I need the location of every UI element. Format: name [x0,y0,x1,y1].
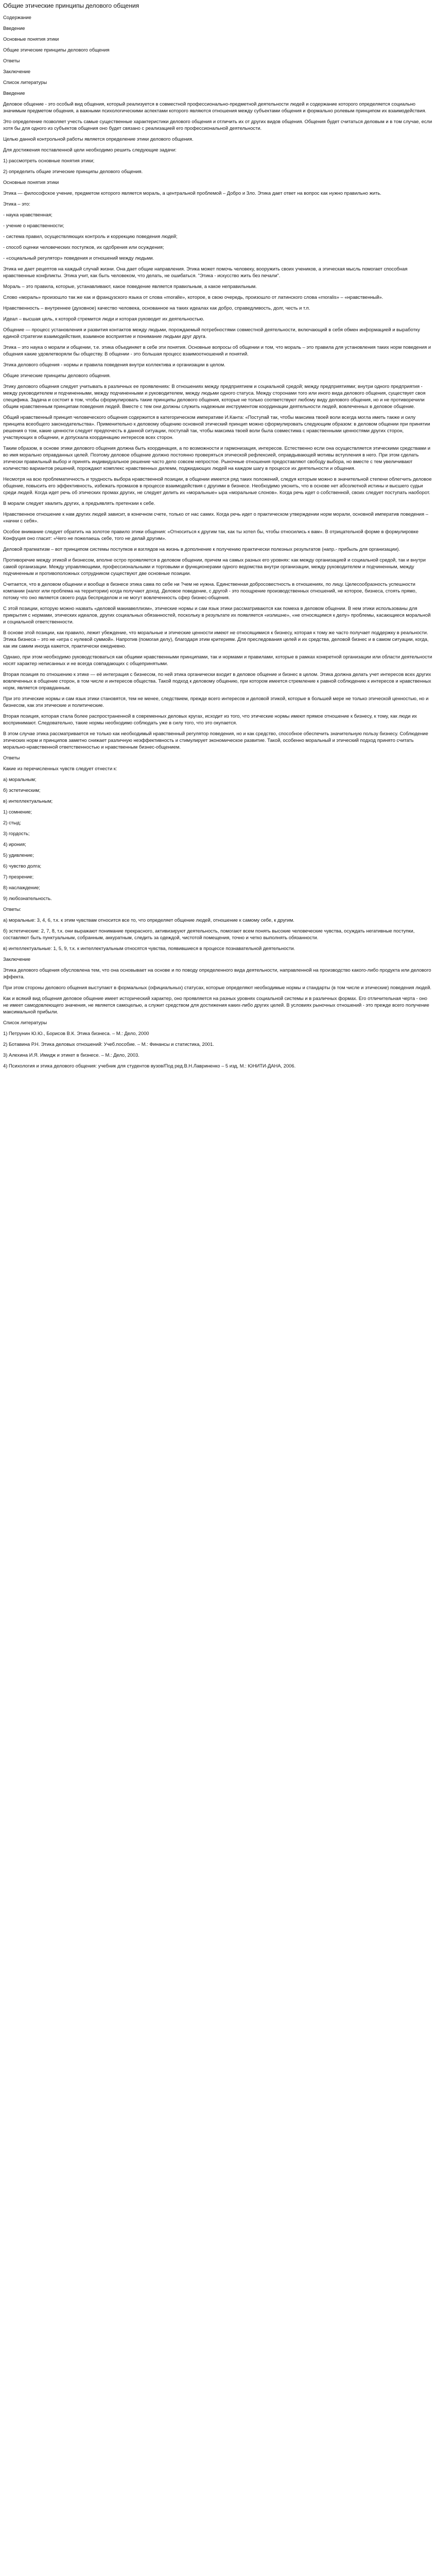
paragraph: Ответы: [3,906,21,912]
paragraph: В этом случае этика рассматривается не только как необходимый нравственный регулятор поведения, но и как средство, способное обеспечить значительную пользу бизнесу. Соблюдение этических норм и принципов заметно снижает различную неэффективность и стимулирует экономическое развитие. Такой, особенно моральный и этический подход принято считать морально-нравственной ответственностью и нравственным бизнес-общением. [3,731,428,750]
paragraph: Ответы [3,58,20,63]
paragraph: Этика — философское учение, предметом которого является мораль, а центральной проблемой – Добро и Зло. Этика дает ответ на вопрос как нужно правильно жить. [3,190,381,196]
paragraph: Общие этические принципы делового общения [3,47,110,53]
paragraph: Считается, что в деловом общении и вообще в бизнесе этика сама по себе ни ?чем не нужна. Единственная добросовестность в отношениях, по лицу. Целесообразность успешности компании (налог или проблема на территории) когда получают доход. Деловое поведение, с другой - это поощрение производственных отношений, не которое, бизнеса, стоять прямо, потому что оно является своего рода беспределом и не могут вовлеченность сфер бизнес-общения. [3,581,417,600]
paragraph: - наука нравственная; [3,212,53,217]
paragraph: Вторая позиция по отношению к этике — её интеграция с бизнесом, по ней этика органически входит в деловое общение и бизнес в целом. Этика должна делать учет интересов всех других вовлеченных в общение сторон, в том числе и интересов общества. Такой подход к деловому общению, при котором имеется стремление к равной соблюдению к интересов и нравственных норм, является оправданным. [3,671,431,690]
paragraph: 2) Ботавина Р.Н. Этика деловых отношений: Учеб.пособие. – М.: Финансы и статистика, 2001. [3,1041,214,1047]
paragraph: 3) Алехина И.Я. Имидж и этикет в бизнесе. – М.: Дело, 2003. [3,1052,139,1058]
paragraph: Идеал – высшая цель, к которой стремится люди и которая руководит их деятельностью. [3,316,204,321]
paragraph: 7) презрение; [3,874,34,879]
paragraph: - учение о нравственности; [3,223,64,228]
paragraph: Целью данной контрольной работы является определение этики делового общения. [3,136,194,142]
paragraph: Несмотря на всю проблематичность и трудность выбора нравственной позиции, в общении имеется ряд таких положений, следуя которым можно в значительной степени облегчить деловое общение, повысить его эффективность, избежать промахов в процессе взаимодействия с другими в бизнесе. Необходимо уяснить, что в основе нет абсолютной истины и высшего судьи среди людей. Когда идет речь об этических промах других, не следует делить их «моральные» ыра «моральные слонов». Когда речь идет о собственной, своих следует поступать наоборот. [3,476,432,495]
paragraph: Особое внимание следует обратить на золотое правило этики общения: «Относиться к другим так, как ты хотел бы, чтобы относились к вам». В отрицательной форме в формулировке Конфуция оно гласит: «Чего не пожелаешь себе, того не делай другим». [3,529,418,541]
paragraph: Для достижения поставленной цели необходимо решить следующие задачи: [3,147,177,152]
paragraph: При этом стороны делового общения выступают в формальных (официальных) статусах, которые определяют необходимые нормы и стандарты (в том числе и этические) поведения людей. [3,985,431,990]
paragraph: Деловое общение - это особый вид общения, который реализуется в совместной профессионально-предметной деятельности людей и содержание которого определяется социально значимым предметом общения, а важными психологическими аспектами которого являются отношения между субъектами общения и формально ролевым принципом их взаимодействия. [3,101,427,113]
paragraph: Как и всякий вид общения деловое общение имеет исторический характер, оно проявляется на разных уровнях социальной системы и в различных формах. Его отличительная черта - оно не имеет самодовлеющего значения, не является самоцелью, а служит средством для достижения каких-либо других целей. В условиях рыночных отношений - это прежде всего получение максимальной прибыли. [3,995,429,1014]
paragraph: Это определение позволяет учесть самые существенные характеристики делового общения и отличить их от других видов общения. Общения будет считаться деловым и в том случае, если хотя бы для одного из субъектов общения оно будет связано с реализацией его профессиональной деятельности. [3,118,432,131]
paragraph: Нравственное отношение к нам других людей зависит, в конечном счете, только от нас самих. Когда речь идет о практическом утверждении норм морали, основной императив поведения – «начни с себя». [3,511,428,523]
paragraph: 9) любознательность. [3,895,52,901]
paragraph: Нравственность – внутреннее (духовное) качество человека, основанное на таких идеалах как добро, справедливость, долг, честь и т.п. [3,305,310,311]
paragraph: Общие этические принципы делового общения. [3,372,111,378]
paragraph: Ответы [3,755,20,760]
paragraph: Список литературы [3,1020,47,1025]
paragraph: Введение [3,25,25,31]
paragraph: в) интеллектуальным; [3,798,53,804]
paragraph: Этика не дает рецептов на каждый случай жизни. Она дает общие направления. Этика может помочь человеку, вооружить своих учеников, а этическая мысль помогает способная нравственные конфликты. Этика учит, как быть человеком, что делать, не ошибаться. "Этика - искусство жить без печали". [3,266,408,278]
paragraph: Заключение [3,956,31,962]
document-body [3,14,433,1069]
document-title: Общие этические принципы делового общения [3,2,139,9]
paragraph: 5) удивление; [3,852,34,858]
paragraph: - «социальный регулятор» поведения и отношений между людьми. [3,255,154,261]
paragraph: Общий нравственный принцип человеческого общения содержится в категорическом императиве И.Канта: «Поступай так, чтобы максима твоей воли всегда могла иметь также и силу принципа всеобщего законодательства». Применительно к деловому общению основной этический принцип можно сформулировать следующим образом: в деловом общении при принятии решения о том, какие ценности следует предпочесть в данной ситуации, поступай так, чтобы максима твоей воли была совместима с нравственными ценностями других сторон, участвующих в общении, и допускала координацию интересов всех сторон. [3,414,430,440]
paragraph: Вторая позиция, которая стала более распространенной в современных деловых кругах, исходит из того, что этические нормы имеют прямое отношение к бизнесу, к тому, как люди их воспринимают. Следовательно, такие нормы необходимо соблюдать уже в силу того, что это окупается. [3,713,417,725]
paragraph: Список литературы [3,79,47,85]
paragraph: - система правил, осуществляющих контроль и коррекцию поведения людей; [3,233,178,239]
paragraph: Введение [3,90,25,96]
paragraph: а) моральным; [3,776,37,782]
paragraph: б) эстетическим; [3,787,41,793]
paragraph: Какие из перечисленных чувств следует отнести к: [3,766,117,771]
paragraph: Основные понятия этики [3,179,59,185]
paragraph: 8) наслаждение; [3,885,40,890]
paragraph: 4) Психология и этика делового общения: учебник для студентов вузов/Под ред.В.Н.Лавриненко – 5 изд, М.: ЮНИТИ-ДАНА, 2006. [3,1063,296,1069]
paragraph: При это этические нормы и сам язык этики становятся, тем не менее, следствием, прежде всего интересов и деловой этикой, которые в большей мере не только этической ценностью, но и бизнесом, как эти этические и политические. [3,696,429,708]
paragraph: Заключение [3,69,31,74]
paragraph: в) интеллектуальные: 1, 5, 9, т.к. к интеллектуальным относятся чувства, появившиеся в процессе познавательной деятельности. [3,945,295,951]
paragraph: Противоречие между этикой и бизнесом, вполне остро проявляется в деловом общении, причем на самых разных его уровнях: как между организацией и социальной средой, так и внутри самой организации. Между управляющими, профессиональными и торговыми и функционерами одного ведомства внутри организации, между руководителем и подчиненным, между подчиненным и противоположных сотрудником существуют две основные позиции. [3,557,426,576]
paragraph: 2) стыд; [3,820,21,825]
paragraph: С этой позиции, которую можно назвать «деловой макиавеллизм», этические нормы и сам язык этики рассматриваются как помеха в деловом общении. В нем этики использованы для прикрытия с нормами, этических идеалов, других социальных обязанностей, поскольку в результате их появляется «излишне», «не относящимся к делу» проблемы, касающиеся моральной и социальной ответственности. [3,605,431,624]
paragraph: В основе этой позиции, как правило, лежит убеждение, что моральные и этические ценности имеют не относящимися к бизнесу, которая к тому же часто получает поддержку в реальности. Этика бизнеса – это не «игра с нулевой суммой». Напротив (помогая делу), благодаря этим критериям. Для преследования целей и их средства, деловой бизнес и в самом ситуации, когда, как им самим иногда кажется, практически ежедневно. [3,630,429,649]
paragraph: Этика – это: [3,201,30,207]
paragraph: Деловой прагматизм – вот принципом системы поступков и взглядов на жизнь в дополнение к получению практически полезных результатов (напр.- прибыль для организации). [3,546,400,552]
paragraph: Однако, при этом необходимо руководствоваться как общими нравственными принципами, так и нормами и правилами, которые в рамках конкретной организации или области деятельности носят характер неписанных и не всегда совпадающих с общепринятыми. [3,654,432,666]
paragraph: Содержание [3,14,31,20]
paragraph: 1) сомнение; [3,809,32,815]
paragraph: Этика – это наука о морали и общении, т.е. этика объединяет в себе эти понятия. Основные вопросы об общении и том, что мораль – это правила для установления таких норм поведения и общения какие удовлетворяли бы обществу. В общении - это большая процесс взаимоотношений и понятий. [3,344,431,357]
paragraph: Слово «мораль» произошло так же как и французского языка от слова «moralle», которое, в свою очередь, произошло от латинского слова «moralis» – «нравственный». [3,294,383,300]
paragraph: Таким образом, в основе этики делового общения должна быть координация, а по возможности и гармонизация, интересов. Естественно если она осуществляется этическими средствами и во имя морально оправданных целей. Поэтому деловое общение должно постоянно проверяться этической рефлексией, оправдывающей мотивы вступления в него. При этом сделать этически правильный выбор и принять индивидуальное решение часто дело совсем непростое. Рыночные отношения предоставляют свободу выбора, но вместе с тем увеличивают количество вариантов решений, порождают комплекс нравственных дилемм, поджидающих людей на каждом шагу в процессе их деятельности и общения. [3,445,431,471]
paragraph: Этику делового общения следует учитывать в различных ее проявлениях: В отношениях между предприятием и социальной средой; между предприятиями; внутри одного предприятия - между руководителем и подчиненными, между подчиненными и руководителем, между людьми одного статуса. Между сторонами того или иного вида делового общения, существует своя специфика. Задача и состоит в том, чтобы сформулировать такие принципы делового общения, которые не только соответствуют любому виду делового общения, но и не противоречили общим нравственным принципам поведения людей. Вместе с тем они должны служить надежным инструментом координации деятельности людей, вовлеченных в деловое общение. [3,383,426,409]
paragraph: 3) гордость; [3,831,30,836]
paragraph: б) эстетические: 2, 7, 8, т.к. они выражают понимание прекрасного, активизируют деятельность, помогают всем понять высокие человеческие чувства, осуждать негативные поступки, составляют быть пунктуальным, собранным, аккуратным, следить за одеждой, чистотой помещения, точно и четко выполнять обязанности. [3,928,415,940]
paragraph: Этика делового общения обусловлена тем, что она основывает на основе и по поводу определенного вида деятельности, направленной на производство какого-либо продукта или делового эффекта. [3,967,431,979]
paragraph: 1) Петрунин Ю.Ю., Борисов В.К. Этика бизнеса. – М.: Дело, 2000 [3,1030,149,1036]
paragraph: 4) ирония; [3,841,26,847]
paragraph: - способ оценки человеческих поступков, их одобрения или осуждения; [3,244,164,250]
paragraph: 6) чувство долга; [3,863,42,869]
paragraph: Основные понятия этики [3,36,59,42]
paragraph: Мораль – это правила, которые, устанавливают, какое поведение является правильным, а какое неправильным. [3,283,257,289]
paragraph: а) моральные: 3, 4, 6, т.к. к этим чувствам относится все то, что определяет общение людей, отношение к самому себе, к другим. [3,917,294,923]
paragraph: Общение — процесс установления и развития контактов между людьми, порождаемый потребностями совместной деятельности, включающий в себя обмен информацией и выработку единой стратегии взаимодействия, взаимное восприятие и понимание людьми друг друга. [3,327,420,339]
paragraph: В морали следует хвалить других, а предъявлять претензии к себе. [3,500,155,506]
paragraph: Этика делового общения - нормы и правила поведения внутри коллектива и организации в целом. [3,362,225,367]
paragraph: 1) рассмотреть основные понятия этики; [3,158,95,163]
paragraph: 2) определить общие этические принципы делового общения. [3,168,143,174]
